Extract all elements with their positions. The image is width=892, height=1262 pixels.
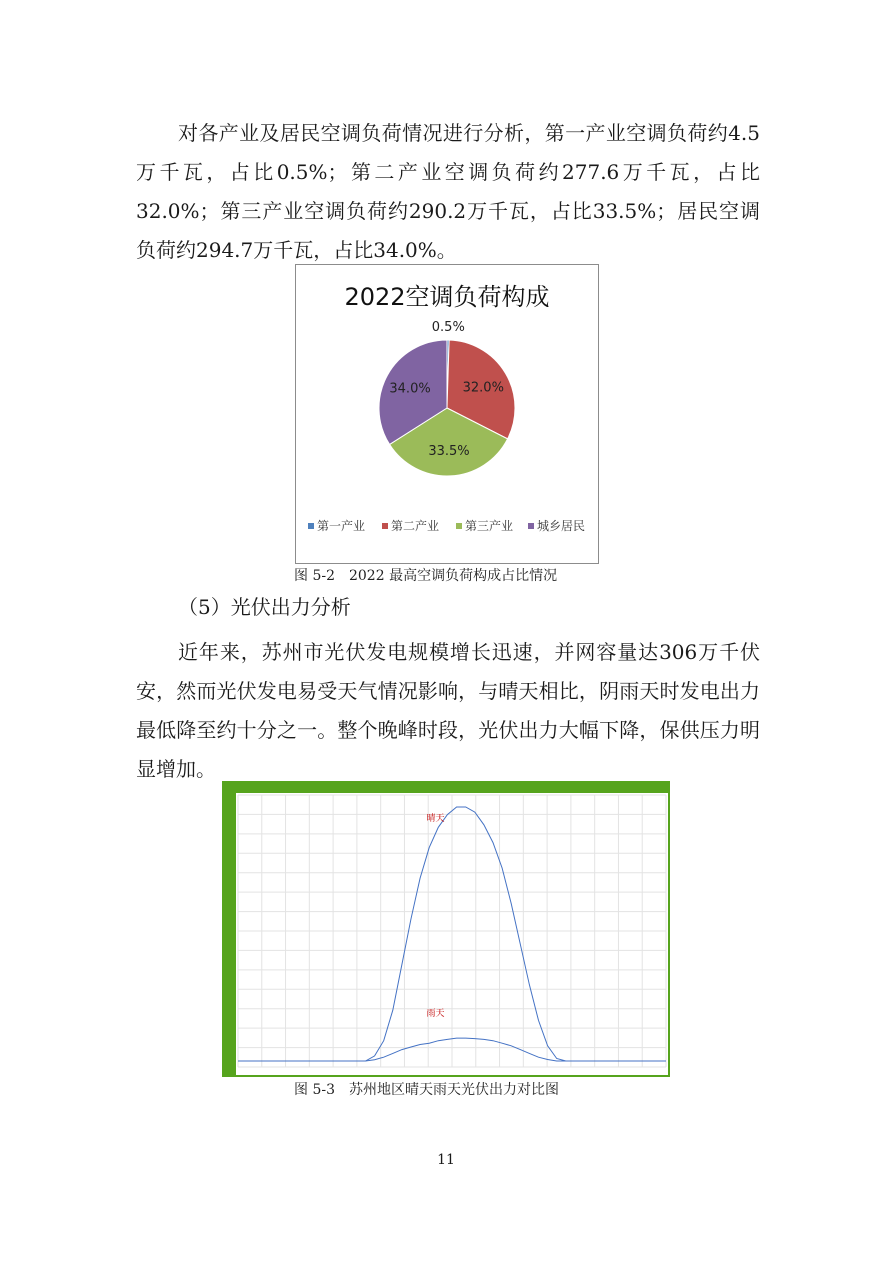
paragraph-air-conditioning-load: 对各产业及居民空调负荷情况进行分析，第一产业空调负荷约4.5万千瓦，占比0.5%；第二产业空调负荷约277.6万千瓦，占比32.0%；第三产业空调负荷约290.2万千瓦，占比33.5%；居民空调负荷约294.7万千瓦，占比34.0%。: [136, 121, 760, 262]
pv-series-tag-1: 晴天: [426, 814, 445, 824]
pie-data-label-4: 34.0%: [389, 381, 431, 397]
pie-data-label-3: 33.5%: [428, 444, 470, 460]
pie-chart-title: 2022空调负荷构成: [344, 283, 550, 311]
section-heading-pv: （5）光伏出力分析: [178, 595, 351, 619]
pie-legend-label-3: 第三产业: [465, 519, 514, 533]
figure-5-2-caption: 图 5-2 2022 最高空调负荷构成占比情况: [294, 568, 558, 584]
pie-legend-swatch-4: [528, 523, 534, 529]
pie-data-label-2: 32.0%: [462, 380, 504, 396]
figure-5-3-caption: 图 5-3 苏州地区晴天雨天光伏出力对比图: [294, 1082, 559, 1098]
pie-chart-svg: [296, 265, 598, 563]
pv-chart-svg: [222, 781, 670, 1077]
page-number: 11: [437, 1152, 455, 1168]
pie-legend-label-4: 城乡居民: [537, 519, 586, 533]
pie-legend-swatch-1: [308, 523, 314, 529]
pie-legend-swatch-2: [382, 523, 388, 529]
pie-data-label-1: 0.5%: [431, 320, 465, 336]
pie-legend-label-1: 第一产业: [317, 519, 366, 533]
pie-chart-ac-load: [295, 264, 599, 564]
paragraph-pv-output: 近年来，苏州市光伏发电规模增长迅速，并网容量达306万千伏安，然而光伏发电易受天气情况影响，与晴天相比，阴雨天时发电出力最低降至约十分之一。整个晚峰时段，光伏出力大幅下降，保供压力明显增加。: [136, 640, 760, 781]
pv-output-chart: [222, 781, 670, 1077]
pv-series-tag-2: 雨天: [426, 1009, 445, 1020]
pie-legend-label-2: 第二产业: [391, 519, 440, 533]
pie-legend-swatch-3: [456, 523, 462, 529]
